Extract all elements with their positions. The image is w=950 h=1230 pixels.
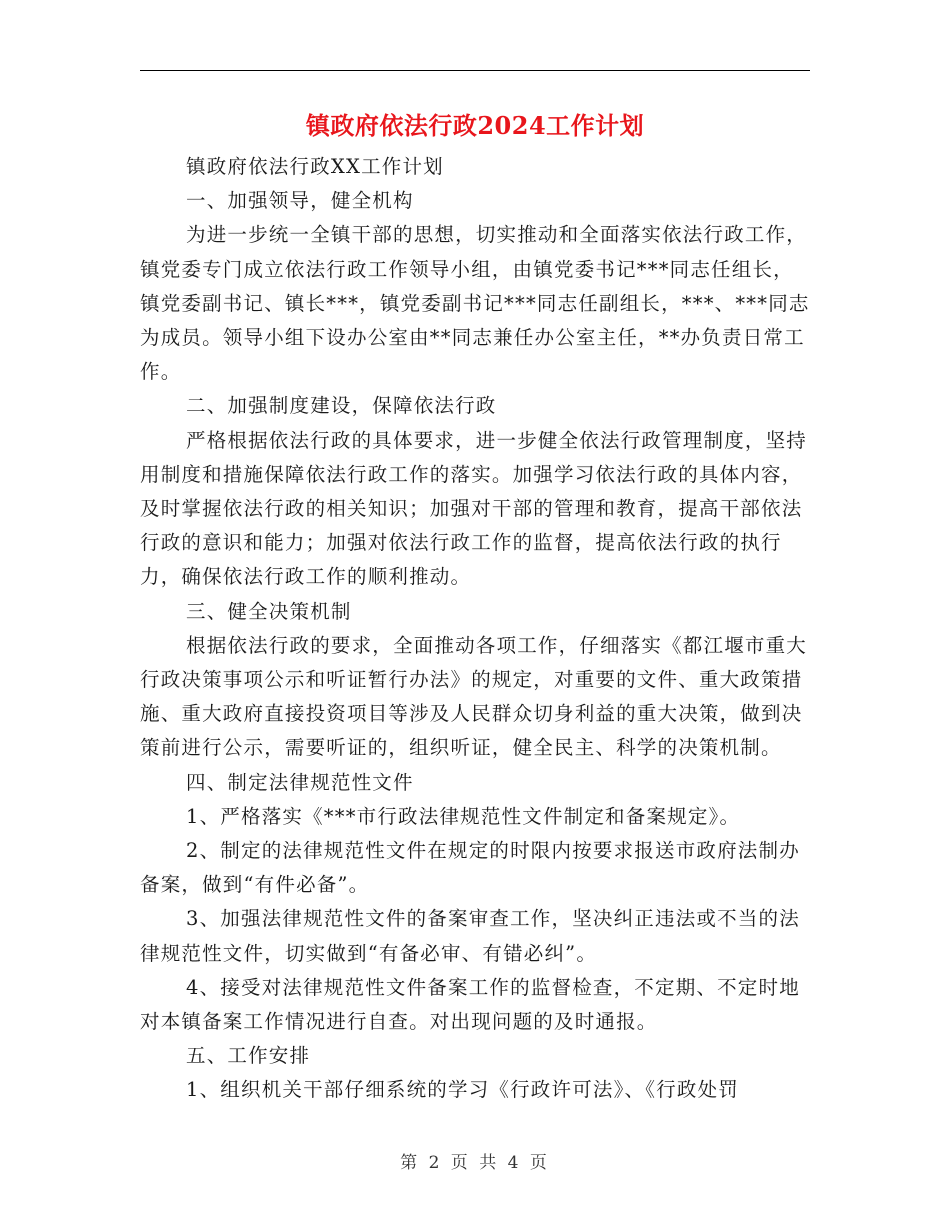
paragraph: 根据依法行政的要求，全面推动各项工作，仔细落实《都江堰市重大行政决策事项公示和听证暂行办法》的规定，对重要的文件、重大政策措施、重大政府直接投资项目等涉及人民群众切身利益的重大决策，做到决策前进行公示，需要听证的，组织听证，健全民主、科学的决策机制。 [140, 633, 808, 760]
paragraph: 严格根据依法行政的具体要求，进一步健全依法行政管理制度，坚持用制度和措施保障依法行政工作的落实。加强学习依法行政的具体内容，及时掌握依法行政的相关知识；加强对干部的管理和教育，提高干部依法行政的意识和能力；加强对依法行政工作的监督，提高依法行政的执行力，确保依法行政工作的顺利推动。 [140, 428, 808, 589]
section-heading-3: 三、健全决策机制 [186, 599, 352, 623]
paragraph: 为进一步统一全镇干部的思想，切实推动和全面落实依法行政工作，镇党委专门成立依法行政工作领导小组，由镇党委书记***同志任组长，镇党委副书记、镇长***，镇党委副书记***同志任副组长，***、***同志为成员。领导小组下设办公室由**同志兼任办公室主任，**办负责日常工作。 [140, 223, 810, 384]
section-heading-1: 一、加强领导，健全机构 [186, 189, 414, 213]
list-item: 2、制定的法律规范性文件在规定的时限内按要求报送市政府法制办备案，做到“有件必备”。 [140, 839, 800, 897]
page-number: 第 2 页 共 4 页 [400, 1153, 550, 1173]
list-item: 4、接受对法律规范性文件备案工作的监督检查，不定期、不定时地对本镇备案工作情况进行自查。对出现问题的及时通报。 [140, 975, 800, 1034]
section-heading-2: 二、加强制度建设，保障依法行政 [186, 394, 497, 418]
header-rule [140, 70, 810, 71]
section-heading-5: 五、工作安排 [186, 1044, 311, 1068]
list-item: 1、组织机关干部仔细系统的学习《行政许可法》、《行政处罚 [186, 1078, 740, 1102]
list-item: 1、严格落实《***市行政法律规范性文件制定和备案规定》。 [186, 804, 741, 828]
document-title: 镇政府依法行政2024工作计划 [305, 111, 645, 140]
section-heading-4: 四、制定法律规范性文件 [186, 770, 414, 794]
document-body [140, 150, 810, 1108]
list-item: 3、加强法律规范性文件的备案审查工作，坚决纠正违法或不当的法律规范性文件，切实做到“有备必审、有错必纠”。 [140, 907, 800, 965]
paragraph-subtitle: 镇政府依法行政XX工作计划 [186, 155, 444, 178]
